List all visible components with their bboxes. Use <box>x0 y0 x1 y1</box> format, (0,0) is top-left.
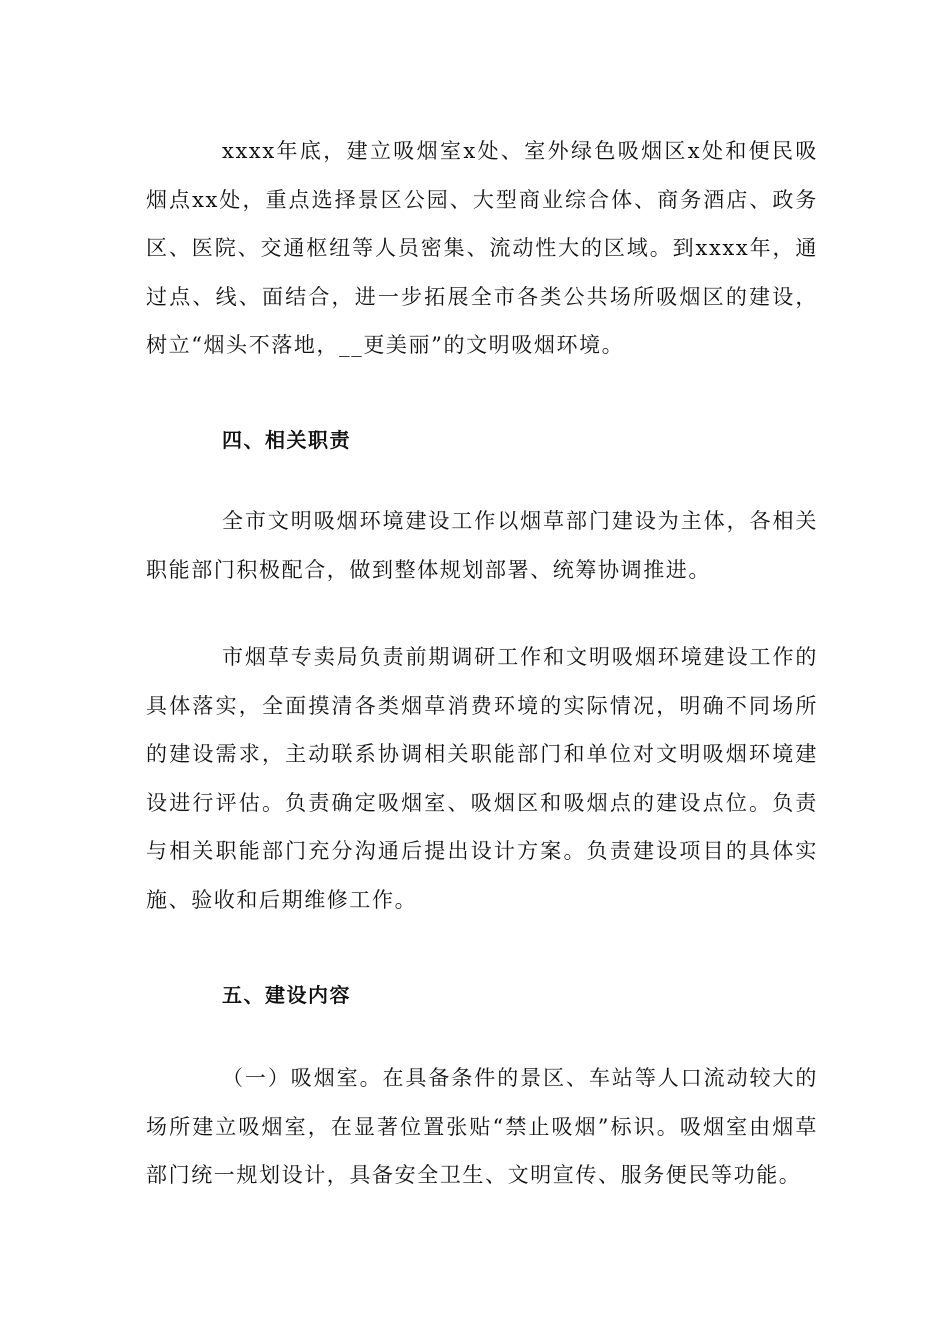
paragraph-smoking-room: （一）吸烟室。在具备条件的景区、车站等人口流动较大的场所建立吸烟室，在显著位置张贴“禁止吸烟”标识。吸烟室由烟草部门统一规划设计，具备安全卫生、文明宣传、服务便民等功能。 <box>146 1066 818 1187</box>
section-heading-responsibilities: 四、相关职责 <box>222 428 351 452</box>
paragraph-overall-responsibility: 全市文明吸烟环境建设工作以烟草部门建设为主体，各相关职能部门积极配合，做到整体规划部署、统筹协调推进。 <box>146 509 818 582</box>
section-heading-construction-content: 五、建设内容 <box>222 983 351 1007</box>
paragraph-smoking-area-targets: xxxx年底，建立吸烟室x处、室外绿色吸烟区x处和便民吸烟点xx处，重点选择景区公园、大型商业综合体、商务酒店、政务区、医院、交通枢纽等人员密集、流动性大的区域。到xxxx年，通过点、线、面结合，进一步拓展全市各类公共场所吸烟区的建设，树立“烟头不落地，__更美丽”的文明吸烟环境。 <box>146 139 818 357</box>
paragraph-tobacco-bureau-duties: 市烟草专卖局负责前期调研工作和文明吸烟环境建设工作的具体落实，全面摸清各类烟草消费环境的实际情况，明确不同场所的建设需求，主动联系协调相关职能部门和单位对文明吸烟环境建设进行评估。负责确定吸烟室、吸烟区和吸烟点的建设点位。负责与相关职能部门充分沟通后提出设计方案。负责建设项目的具体实施、验收和后期维修工作。 <box>146 645 818 912</box>
